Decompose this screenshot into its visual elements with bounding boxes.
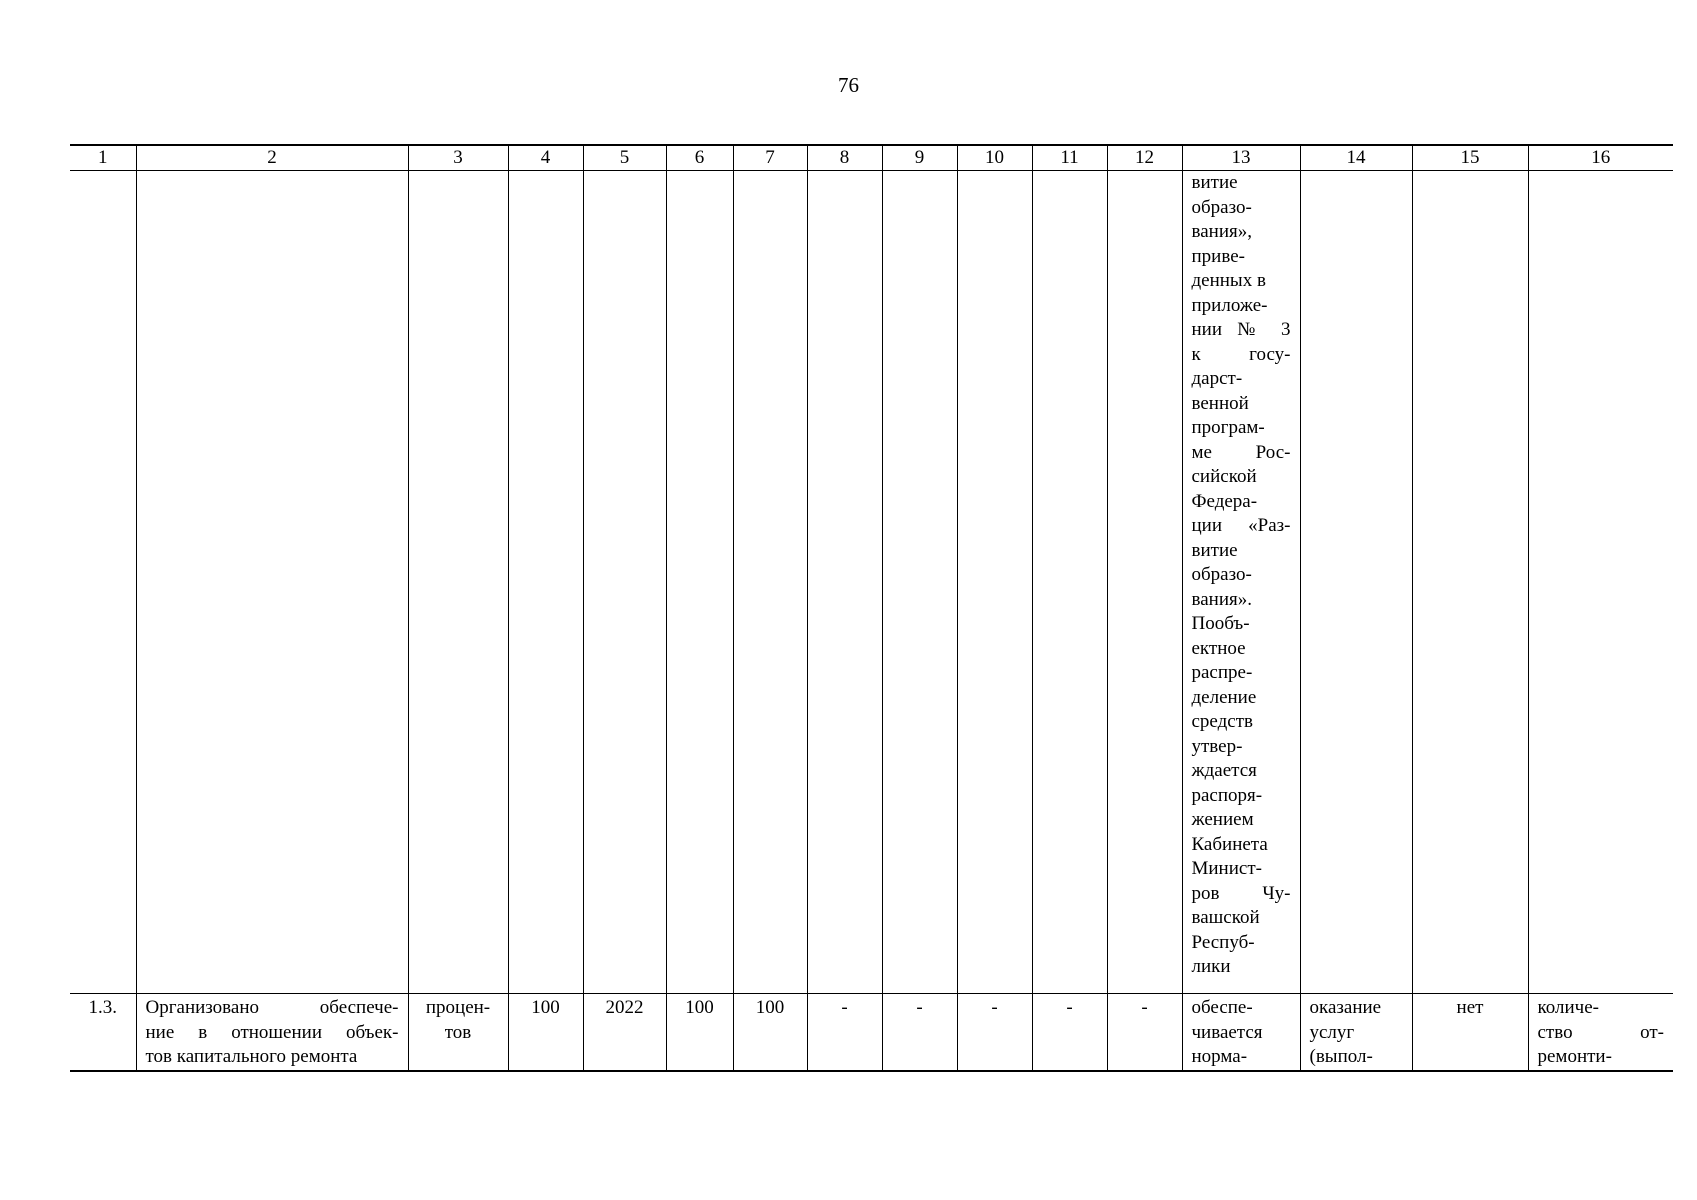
cell [1300, 171, 1412, 994]
cell-text [1300, 994, 1412, 1072]
text-line: Респуб- [1191, 931, 1255, 953]
text-line: количе- [1537, 997, 1599, 1018]
col-header: 2 [136, 145, 408, 171]
cell [957, 171, 1032, 994]
text-line: приве- [1191, 245, 1245, 267]
cell [666, 171, 733, 994]
column-number-header [70, 145, 1673, 171]
col-header: 6 [666, 145, 733, 171]
cell-text [1528, 994, 1673, 1072]
text-line: обеспе- [1191, 997, 1253, 1018]
text-line: (выпол- [1309, 1046, 1373, 1067]
text-line: нии № 3 [1191, 319, 1291, 340]
text-line: к госу- [1191, 343, 1291, 365]
col-header: 4 [508, 145, 583, 171]
col-header: 16 [1528, 145, 1673, 171]
text-line: процен- [425, 997, 491, 1018]
text-line: ство от- [1537, 1021, 1664, 1043]
cell-value: - [1107, 994, 1182, 1072]
col-header: 13 [1182, 145, 1300, 171]
cell-value: нет [1412, 994, 1528, 1072]
text-line: услуг [1309, 1021, 1355, 1043]
cell [807, 171, 882, 994]
text-line: ме Рос- [1191, 441, 1291, 463]
cell [136, 171, 408, 994]
cell [733, 171, 807, 994]
text-line: Федера- [1191, 490, 1258, 512]
text-line: ждается [1191, 760, 1257, 781]
cell-value: 100 [508, 994, 583, 1072]
cell-value: 2022 [583, 994, 666, 1072]
text-line: програм- [1191, 417, 1265, 438]
col-header: 12 [1107, 145, 1182, 171]
text-line: деление [1191, 686, 1257, 708]
col-header: 1 [70, 145, 136, 171]
text-line: ектное [1191, 637, 1246, 659]
cell [508, 171, 583, 994]
row-number: 1.3. [70, 994, 136, 1072]
col-header: 9 [882, 145, 957, 171]
col-header: 11 [1032, 145, 1107, 171]
text-line: утвер- [1191, 735, 1243, 757]
text-line: Пообъ- [1191, 613, 1250, 634]
text-line: оказание [1309, 997, 1382, 1018]
cell [1528, 171, 1673, 994]
col-header: 14 [1300, 145, 1412, 171]
table-row-continuation [70, 171, 1673, 994]
text-line: венной [1191, 392, 1249, 414]
unit [408, 994, 508, 1072]
text-line: ремонти- [1537, 1046, 1612, 1067]
cell-col13-continuation [1182, 171, 1300, 994]
cell [408, 171, 508, 994]
text-line: Организовано обеспече- [145, 997, 399, 1018]
col-header: 7 [733, 145, 807, 171]
text-line: ции «Раз- [1191, 515, 1291, 536]
text-line: ров Чу- [1191, 882, 1291, 904]
text-line: вания», [1191, 221, 1252, 242]
cell-value: 100 [666, 994, 733, 1072]
text-line: жением [1191, 809, 1254, 830]
col-header: 5 [583, 145, 666, 171]
text-line: витие [1191, 172, 1238, 193]
text-line: вашской [1191, 907, 1260, 928]
cell-value: - [957, 994, 1032, 1072]
text-line: норма- [1191, 1046, 1248, 1067]
text-line: витие [1191, 539, 1238, 561]
cell [1107, 171, 1182, 994]
text-line: дарст- [1191, 368, 1243, 389]
document-table [70, 144, 1673, 1072]
text-line: Минист- [1191, 858, 1262, 879]
col-header: 15 [1412, 145, 1528, 171]
text-line: распре- [1191, 662, 1253, 683]
text-line: образо- [1191, 196, 1252, 218]
cell-value: - [807, 994, 882, 1072]
text-line: чивается [1191, 1021, 1263, 1043]
cell-value: 100 [733, 994, 807, 1072]
text-line: образо- [1191, 564, 1252, 585]
cell-text [1182, 994, 1300, 1072]
text-line: приложе- [1191, 294, 1268, 316]
page-number: 76 [838, 73, 859, 97]
col-header: 8 [807, 145, 882, 171]
text-line: Кабинета [1191, 833, 1268, 855]
col-header: 10 [957, 145, 1032, 171]
cell [70, 171, 136, 994]
cell [583, 171, 666, 994]
cell [1412, 171, 1528, 994]
cell [882, 171, 957, 994]
cell [1032, 171, 1107, 994]
text-line: вания». [1191, 588, 1252, 610]
cell-value: - [882, 994, 957, 1072]
table-row [70, 994, 1673, 1072]
text-line: тов капитального ремонта [145, 1046, 358, 1067]
row-name [136, 994, 408, 1072]
text-line: тов [444, 1021, 472, 1043]
text-line: ние в отношении объек- [145, 1021, 399, 1043]
cell-value: - [1032, 994, 1107, 1072]
text-line: денных в [1191, 270, 1266, 291]
text-line: распоря- [1191, 784, 1263, 806]
text-line: средств [1191, 711, 1253, 732]
text-line: лики [1191, 956, 1231, 977]
text-line: сийской [1191, 466, 1257, 487]
col-header: 3 [408, 145, 508, 171]
